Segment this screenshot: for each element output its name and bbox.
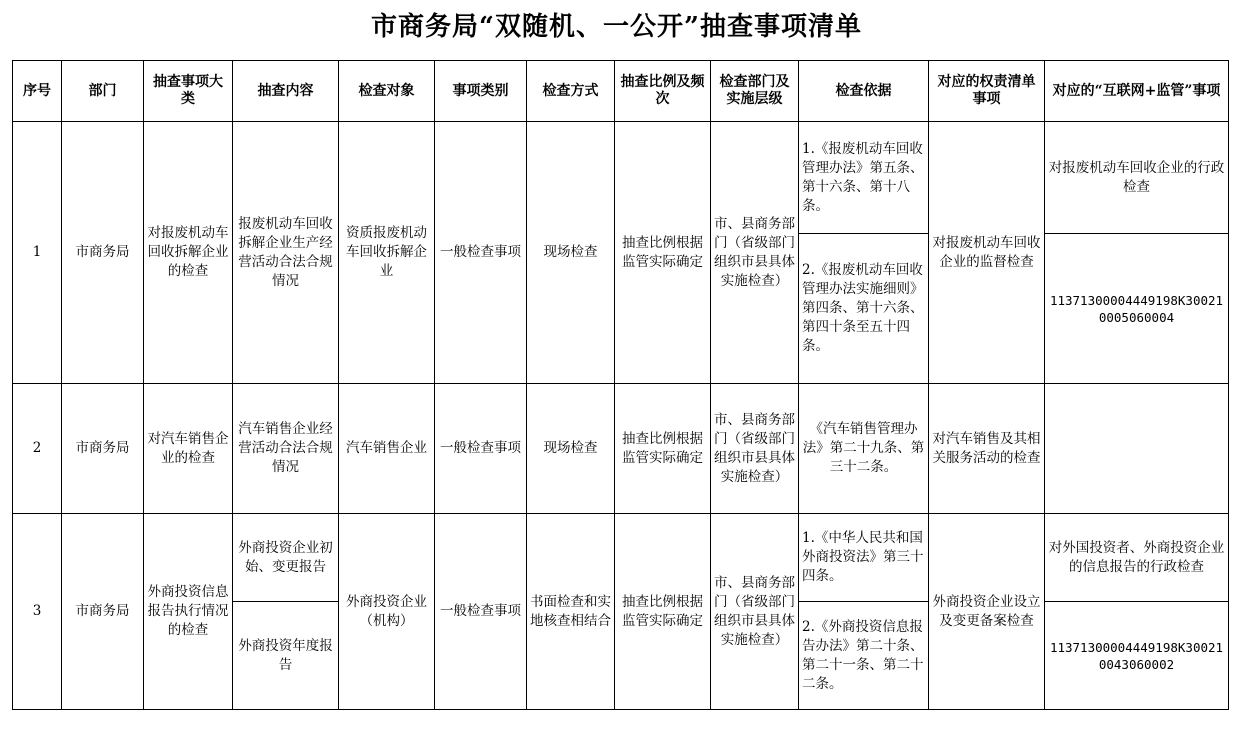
cell-target: 汽车销售企业 (339, 384, 435, 514)
cell-basis: 1.《报废机动车回收管理办法》第五条、第十六条、第十八条。 (799, 122, 929, 234)
cell-method: 书面检查和实地核查相结合 (527, 514, 615, 710)
cell-dept: 市商务局 (62, 514, 144, 710)
cell-type: 一般检查事项 (435, 122, 527, 384)
cell-category: 对报废机动车回收拆解企业的检查 (144, 122, 233, 384)
cell-method: 现场检查 (527, 384, 615, 514)
cell-internet-code: 11371300004449198K300210043060002 (1045, 602, 1229, 710)
header-internet: 对应的“互联网+监管”事项 (1045, 61, 1229, 122)
header-target: 检查对象 (339, 61, 435, 122)
cell-level: 市、县商务部门（省级部门组织市县具体实施检查） (711, 122, 799, 384)
cell-ratio: 抽查比例根据监管实际确定 (615, 514, 711, 710)
inspection-table (12, 60, 1229, 710)
header-method: 检查方式 (527, 61, 615, 122)
cell-internet (1045, 384, 1229, 514)
cell-power: 外商投资企业设立及变更备案检查 (929, 514, 1045, 710)
cell-seq: 1 (13, 122, 62, 384)
cell-category: 对汽车销售企业的检查 (144, 384, 233, 514)
header-level: 检查部门及实施层级 (711, 61, 799, 122)
header-seq: 序号 (13, 61, 62, 122)
header-row (13, 61, 1229, 122)
cell-dept: 市商务局 (62, 122, 144, 384)
cell-content: 汽车销售企业经营活动合法合规情况 (233, 384, 339, 514)
cell-target: 外商投资企业（机构） (339, 514, 435, 710)
table-row (13, 514, 1229, 602)
header-content: 抽查内容 (233, 61, 339, 122)
cell-seq: 2 (13, 384, 62, 514)
cell-power: 对报废机动车回收企业的监督检查 (929, 122, 1045, 384)
cell-type: 一般检查事项 (435, 514, 527, 710)
cell-basis: 2.《报废机动车回收管理办法实施细则》第四条、第十六条、第四十条至五十四条。 (799, 234, 929, 384)
header-category: 抽查事项大类 (144, 61, 233, 122)
table-row (13, 384, 1229, 514)
header-dept: 部门 (62, 61, 144, 122)
cell-basis: 《汽车销售管理办法》第二十九条、第三十二条。 (799, 384, 929, 514)
page-title: 市商务局“双随机、一公开”抽查事项清单 (371, 12, 862, 42)
cell-level: 市、县商务部门（省级部门组织市县具体实施检查） (711, 384, 799, 514)
cell-ratio: 抽查比例根据监管实际确定 (615, 122, 711, 384)
header-ratio: 抽查比例及频次 (615, 61, 711, 122)
cell-target: 资质报废机动车回收拆解企业 (339, 122, 435, 384)
cell-basis: 1.《中华人民共和国外商投资法》第三十四条。 (799, 514, 929, 602)
cell-internet-code: 11371300004449198K300210005060004 (1045, 234, 1229, 384)
header-basis: 检查依据 (799, 61, 929, 122)
header-type: 事项类别 (435, 61, 527, 122)
cell-content: 报废机动车回收拆解企业生产经营活动合法合规情况 (233, 122, 339, 384)
cell-content: 外商投资年度报告 (233, 602, 339, 710)
header-power: 对应的权责清单事项 (929, 61, 1045, 122)
cell-method: 现场检查 (527, 122, 615, 384)
cell-basis: 2.《外商投资信息报告办法》第二十条、第二十一条、第二十二条。 (799, 602, 929, 710)
cell-category: 外商投资信息报告执行情况的检查 (144, 514, 233, 710)
cell-ratio: 抽查比例根据监管实际确定 (615, 384, 711, 514)
cell-level: 市、县商务部门（省级部门组织市县具体实施检查） (711, 514, 799, 710)
cell-content: 外商投资企业初始、变更报告 (233, 514, 339, 602)
cell-type: 一般检查事项 (435, 384, 527, 514)
table-row (13, 122, 1229, 234)
cell-seq: 3 (13, 514, 62, 710)
cell-internet: 对报废机动车回收企业的行政检查 (1045, 122, 1229, 234)
cell-power: 对汽车销售及其相关服务活动的检查 (929, 384, 1045, 514)
cell-dept: 市商务局 (62, 384, 144, 514)
cell-internet: 对外国投资者、外商投资企业的信息报告的行政检查 (1045, 514, 1229, 602)
